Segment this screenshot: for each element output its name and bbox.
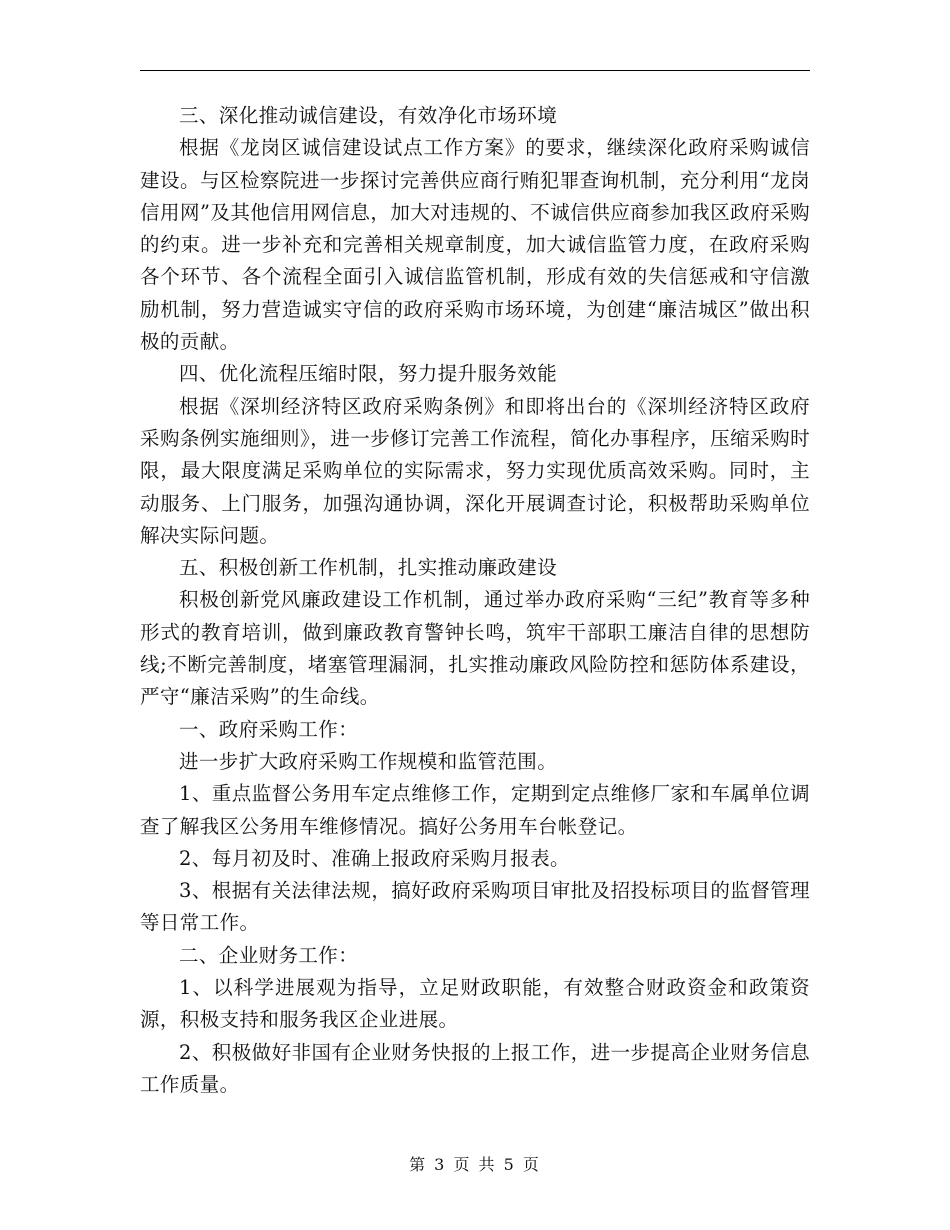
page-number: 第 3 页 共 5 页 [409, 1155, 541, 1174]
list-item: 3、根据有关法律法规，搞好政府采购项目审批及招投标项目的监督管理等日常工作。 [140, 879, 810, 935]
list-item: 1、以科学进展观为指导，立足财政职能，有效整合财政资金和政策资源，积极支持和服务我区企业进展。 [140, 976, 810, 1032]
list-item: 2、每月初及时、准确上报政府采购月报表。 [179, 846, 570, 870]
section-heading-3: 三、深化推动诚信建设，有效净化市场环境 [179, 104, 558, 127]
paragraph: 根据《深圳经济特区政府采购条例》和即将出台的《深圳经济特区政府采购条例实施细则》，进一步修订完善工作流程，简化办事程序，压缩采购时限，最大限度满足采购单位的实际需求，努力实现优质高效采购。同时，主动服务、上门服务，加强沟通协调，深化开展调查讨论，积极帮助采购单位解决实际问题。 [140, 394, 810, 547]
document-body [140, 100, 810, 1101]
list-item: 1、重点监督公务用车定点维修工作，定期到定点维修厂家和车属单位调查了解我区公务用车维修情况。搞好公务用车台帐登记。 [140, 782, 810, 838]
section-heading-4: 四、优化流程压缩时限，努力提升服务效能 [179, 362, 558, 386]
section-heading-procurement: 一、政府采购工作： [179, 717, 359, 741]
paragraph: 根据《龙岗区诚信建设试点工作方案》的要求，继续深化政府采购诚信建设。与区检察院进一步探讨完善供应商行贿犯罪查询机制，充分利用“龙岗信用网”及其他信用网信息，加大对违规的、不诚信供应商参加我区政府采购的约束。进一步补充和完善相关规章制度，加大诚信监管力度，在政府采购各个环节、各个流程全面引入诚信监管机制，形成有效的失信惩戒和守信激励机制，努力营造诚实守信的政府采购市场环境，为创建“廉洁城区”做出积极的贡献。 [140, 136, 810, 354]
header-rule [140, 70, 810, 71]
section-heading-finance: 二、企业财务工作： [179, 943, 359, 967]
paragraph: 积极创新党风廉政建设工作机制，通过举办政府采购“三纪”教育等多种形式的教育培训，做到廉政教育警钟长鸣，筑牢干部职工廉洁自律的思想防线;不断完善制度，堵塞管理漏洞，扎实推动廉政风险防控和惩防体系建设，严守“廉洁采购”的生命线。 [140, 588, 810, 709]
section-heading-5: 五、积极创新工作机制，扎实推动廉政建设 [179, 556, 558, 580]
list-item: 2、积极做好非国有企业财务快报的上报工作，进一步提高企业财务信息工作质量。 [140, 1040, 810, 1096]
paragraph: 进一步扩大政府采购工作规模和监管范围。 [179, 749, 558, 773]
